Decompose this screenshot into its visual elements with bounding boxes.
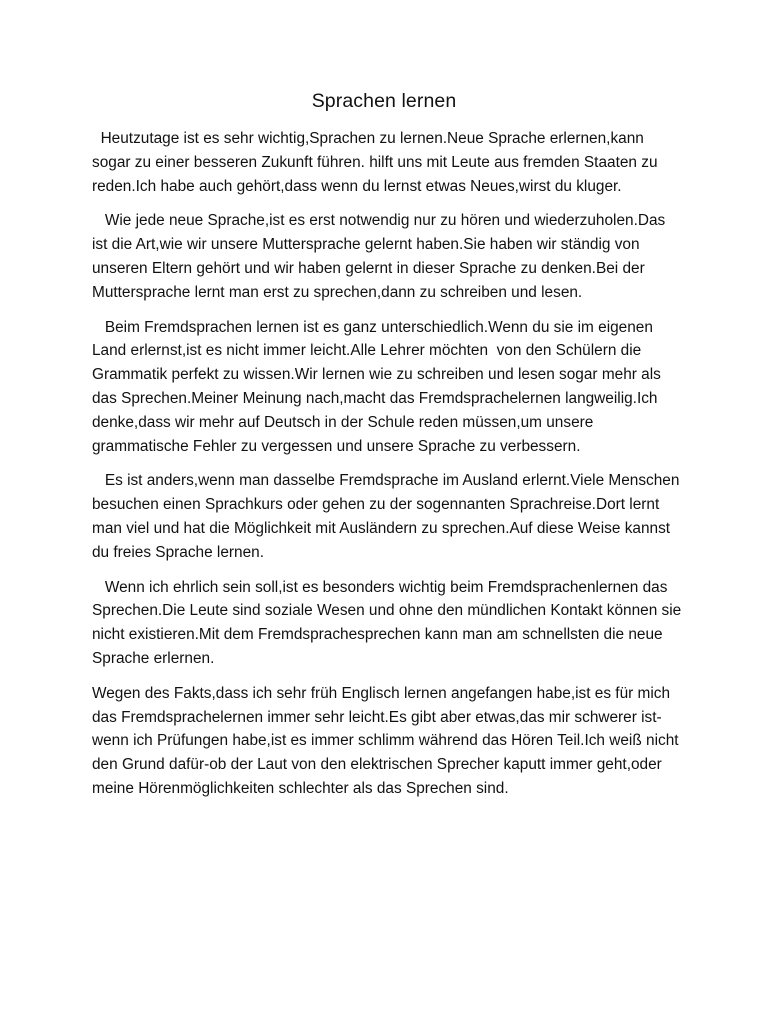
document-title: Sprachen lernen bbox=[311, 90, 457, 112]
paragraph-4: Es ist anders,wenn man dasselbe Fremdsprache im Ausland erlernt.Viele Menschen besuchen einen Sprachkurs oder gehen zu der sogennanten Sprachreise.Dort lernt man viel und hat die Möglichkeit mit Ausländern zu sprechen.Auf diese Weise kannst du freies Sprache lernen. bbox=[92, 472, 684, 561]
paragraph-5: Wenn ich ehrlich sein soll,ist es besonders wichtig beim Fremdsprachenlernen das Sprechen.Die Leute sind soziale Wesen und ohne den mündlichen Kontakt können sie nicht existieren.Mit dem Fremdsprachesprechen kann man am schnellsten die neue Sprache erlernen. bbox=[92, 578, 686, 667]
paragraph-2: Wie jede neue Sprache,ist es erst notwendig nur zu hören und wiederzuholen.Das ist die Art,wie wir unsere Muttersprache gelernt haben.Sie haben wir ständig von unseren Eltern gehört und wir haben gelernt in dieser Sprache zu denken.Bei der Muttersprache lernt man erst zu sprechen,dann zu schreiben und lesen. bbox=[92, 212, 670, 301]
paragraph-6: Wegen des Fakts,dass ich sehr früh Englisch lernen angefangen habe,ist es für mich das Fremdsprachelernen immer sehr leicht.Es gibt aber etwas,das mir schwerer ist-wenn ich Prüfungen habe,ist es immer schlimm während das Hören Teil.Ich weiß nicht den Grund dafür-ob der Laut von den elektrischen Sprecher kaputt immer geht,oder meine Hörenmöglichkeiten schlechter als das Sprechen sind. bbox=[92, 684, 683, 797]
paragraph-1: Heutzutage ist es sehr wichtig,Sprachen zu lernen.Neue Sprache erlernen,kann sogar zu einer besseren Zukunft führen. hilft uns mit Leute aus fremden Staaten zu reden.Ich habe auch gehört,dass wenn du lernst etwas Neues,wirst du kluger. bbox=[92, 130, 662, 195]
document-body bbox=[92, 127, 686, 812]
paragraph-3: Beim Fremdsprachen lernen ist es ganz unterschiedlich.Wenn du sie im eigenen Land erlernst,ist es nicht immer leicht.Alle Lehrer möchten von den Schülern die Grammatik perfekt zu wissen.Wir lernen wie zu schreiben und lesen sogar mehr als das Sprechen.Meiner Meinung nach,macht das Fremdsprachelernen langweilig.Ich denke,dass wir mehr auf Deutsch in der Schule reden müssen,um unsere grammatische Fehler zu vergessen und unsere Sprache zu verbessern. bbox=[92, 318, 666, 455]
